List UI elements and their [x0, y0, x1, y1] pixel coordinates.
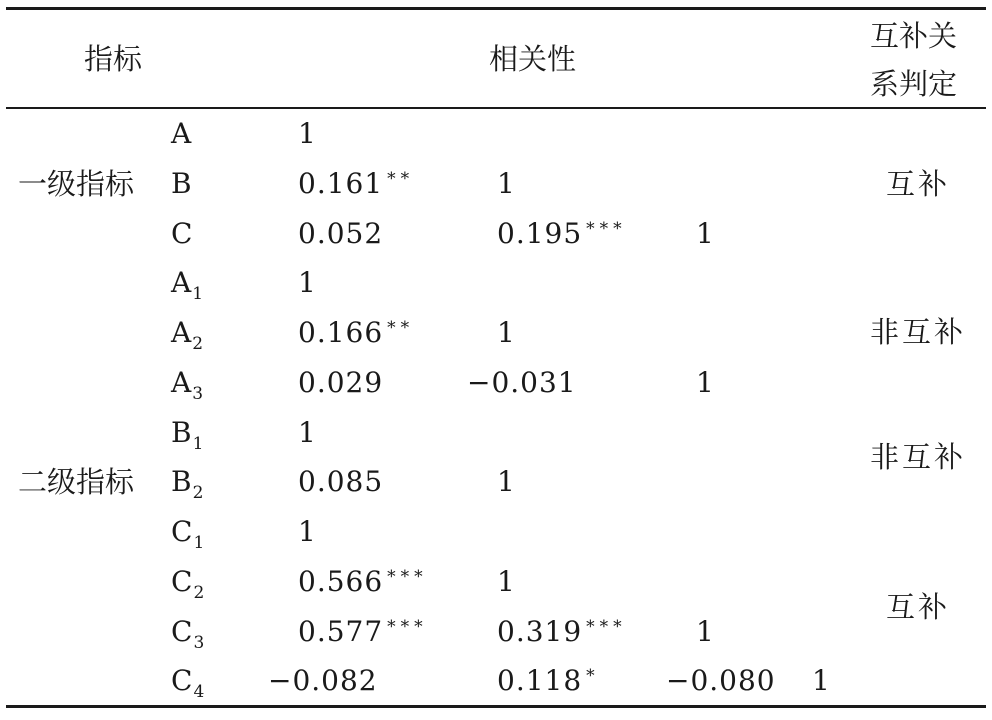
judgment-c-group: 互补 — [886, 590, 951, 624]
row-label-subscript: 1 — [192, 434, 204, 454]
group-level2-label: 二级指标 — [18, 465, 135, 499]
cell-corr: 0.118 * — [497, 664, 600, 697]
row-label: $C_1$ — [171, 515, 205, 553]
row-label: $A_2$ — [171, 316, 204, 354]
cell-corr: 1 — [497, 565, 516, 598]
cell-corr: −0.080 — [666, 664, 776, 697]
header-correlation: 相关性 — [489, 42, 577, 76]
cell-corr: 0.161 ** — [298, 167, 415, 200]
table-top-rule — [6, 7, 986, 10]
cell-corr: 0.566 *** — [298, 565, 428, 598]
row-label: $B_1$ — [171, 416, 204, 454]
cell-corr: 1 — [497, 167, 516, 200]
cell-corr: 0.166 ** — [298, 316, 415, 349]
row-label: B — [171, 167, 192, 200]
judgment-a-group: 非互补 — [870, 315, 967, 349]
header-complementarity-line2: 系判定 — [870, 67, 958, 101]
cell-corr: 0.319 *** — [497, 615, 627, 648]
header-complementarity-line1: 互补关 — [870, 19, 958, 53]
significance-mark: * — [586, 666, 600, 686]
cell-corr: 1 — [696, 217, 715, 250]
row-label-subscript: 3 — [193, 633, 205, 653]
row-label-subscript: 4 — [193, 682, 205, 702]
row-label-subscript: 2 — [192, 334, 204, 354]
row-label-subscript: 2 — [192, 483, 204, 503]
cell-corr: 0.029 — [298, 366, 384, 399]
row-label: $C_3$ — [171, 615, 205, 653]
row-label: C — [171, 217, 193, 250]
significance-mark: *** — [387, 617, 428, 637]
significance-mark: *** — [586, 617, 627, 637]
group-level1-label: 一级指标 — [18, 167, 135, 201]
cell-corr: 1 — [696, 366, 715, 399]
row-label-subscript: 1 — [192, 284, 204, 304]
row-label: $A_3$ — [171, 366, 204, 404]
cell-corr: 1 — [298, 266, 317, 299]
row-label: $A_1$ — [171, 266, 204, 304]
row-label-subscript: 2 — [193, 583, 205, 603]
cell-corr: 1 — [696, 615, 715, 648]
row-label: $C_4$ — [171, 664, 205, 702]
row-label: A — [171, 117, 192, 150]
table-bottom-rule — [6, 705, 986, 708]
cell-corr: 1 — [298, 117, 317, 150]
significance-mark: *** — [586, 219, 627, 239]
cell-corr: 0.195 *** — [497, 217, 627, 250]
header-indicator: 指标 — [84, 42, 143, 76]
row-label-subscript: 1 — [193, 533, 205, 553]
cell-corr: 0.577 *** — [298, 615, 428, 648]
cell-corr: 1 — [298, 515, 317, 548]
significance-mark: ** — [387, 318, 415, 338]
cell-corr: −0.031 — [467, 366, 577, 399]
table-header-rule — [6, 107, 986, 109]
cell-corr: −0.082 — [268, 664, 378, 697]
cell-corr: 1 — [812, 664, 831, 697]
significance-mark: *** — [387, 567, 428, 587]
row-label: $C_2$ — [171, 565, 205, 603]
cell-corr: 1 — [298, 416, 317, 449]
significance-mark: ** — [387, 169, 415, 189]
row-label: $B_2$ — [171, 465, 204, 503]
cell-corr: 0.052 — [298, 217, 384, 250]
cell-corr: 1 — [497, 465, 516, 498]
row-label-subscript: 3 — [192, 384, 204, 404]
judgment-b-group: 非互补 — [870, 440, 967, 474]
cell-corr: 0.085 — [298, 465, 384, 498]
cell-corr: 1 — [497, 316, 516, 349]
judgment-level1: 互补 — [886, 167, 951, 201]
